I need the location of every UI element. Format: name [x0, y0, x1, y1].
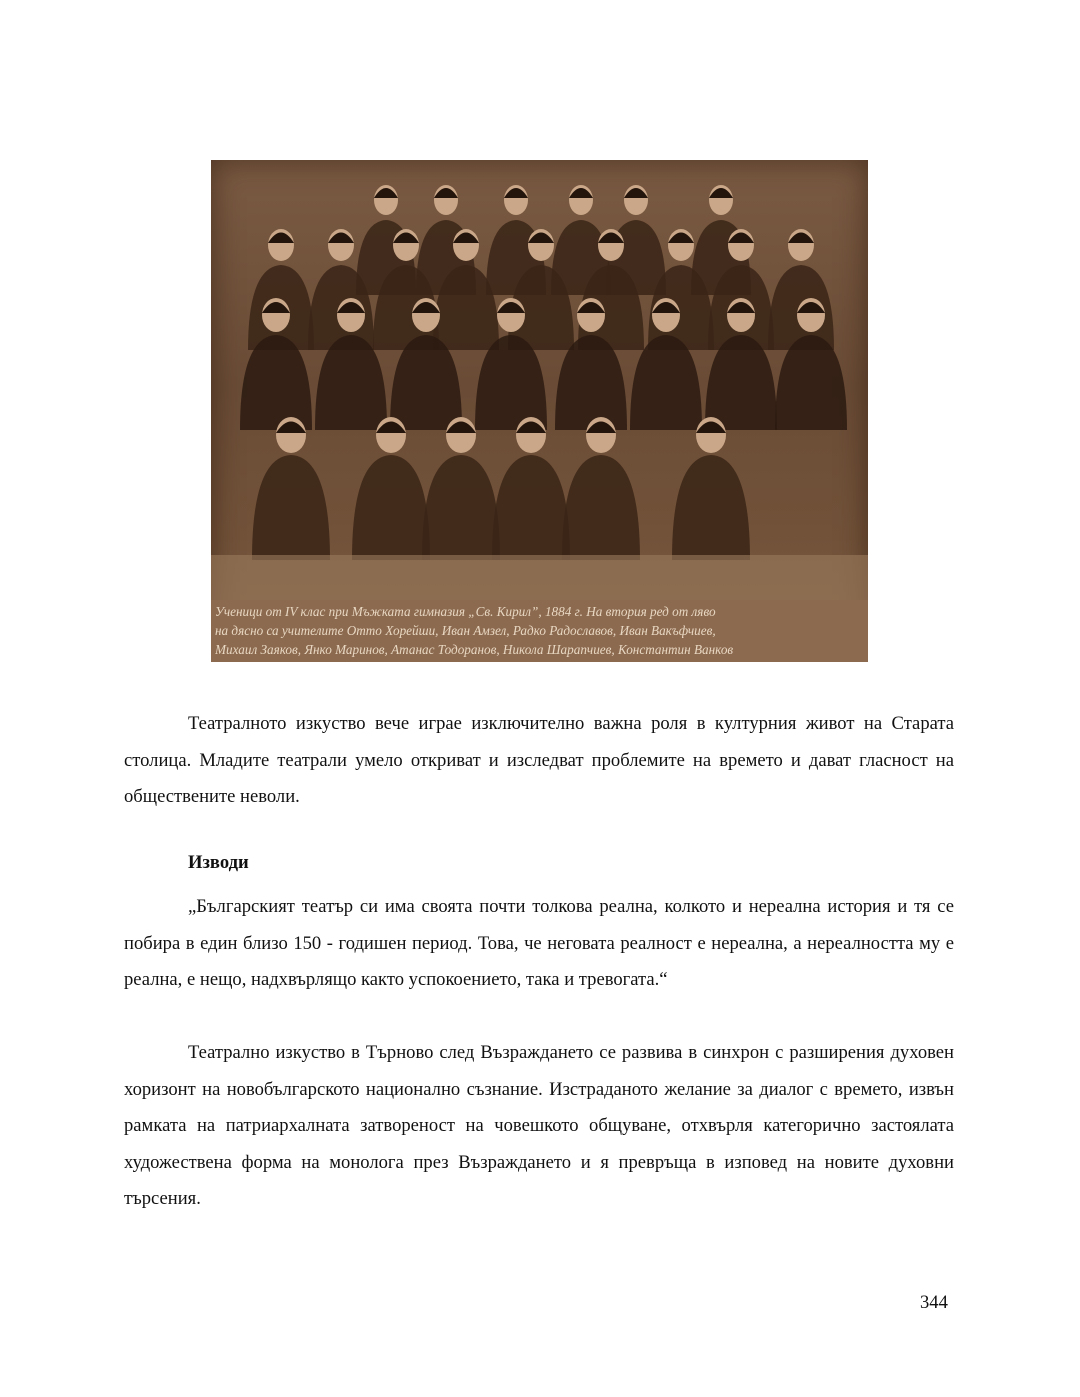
section-heading: Изводи: [188, 852, 249, 873]
photo-caption-line: Михаил Заяков, Янко Маринов, Атанас Тодоранов, Никола Шарапчиев, Константин Ванков: [215, 642, 734, 657]
photo-floor: [211, 555, 868, 605]
photo-caption: [211, 600, 868, 662]
person-body: [672, 455, 750, 560]
paragraph-intro-text: Театралното изкуство вече играе изключително важна роля в културния живот на Старата столица. Младите театрали умело откриват и изследват проблемите на времето и дават гласност на обществените неволи.: [124, 713, 954, 807]
group-photo-scene: [211, 160, 868, 605]
paragraph-conclusion-text: Театрално изкуство в Търново след Възраждането се развива в синхрон с разширения духовен хоризонт на новобългарското национално съзнание. Изстраданото желание за диалог с времето, извън рамката на патриархалната затвореност на човешкото общуване, отхвърля категорично застоялата художествена форма на монолога през Възраждането и я превръща в изповед на новите духовни търсения.: [124, 1042, 954, 1209]
paragraph-conclusion: [124, 1035, 954, 1218]
group-photo: [211, 160, 868, 662]
page-number: 344: [920, 1292, 948, 1313]
paragraph-intro: [124, 706, 954, 816]
paragraph-quote: [124, 889, 954, 999]
person-body: [562, 455, 640, 560]
person-body: [352, 455, 430, 560]
person-body: [422, 455, 500, 560]
photo-caption-line: на дясно са учителите Отто Хорейши, Иван Амзел, Радко Радославов, Иван Вакъфчиев,: [215, 623, 716, 638]
person-body: [252, 455, 330, 560]
person-body: [492, 455, 570, 560]
paragraph-quote-text: „Българският театър си има своята почти толкова реална, колкото и нереална история и тя се побира в един близо 150 - годишен период. Това, че неговата реалност е нереална, а нереалността му е реална, е нещо, надхвърлящо както успокоението, така и тревогата.“: [124, 896, 954, 990]
photo-caption-line: Ученици от IV клас при Мъжката гимназия „Св. Кирил”, 1884 г. На втория ред от ляво: [215, 604, 716, 619]
